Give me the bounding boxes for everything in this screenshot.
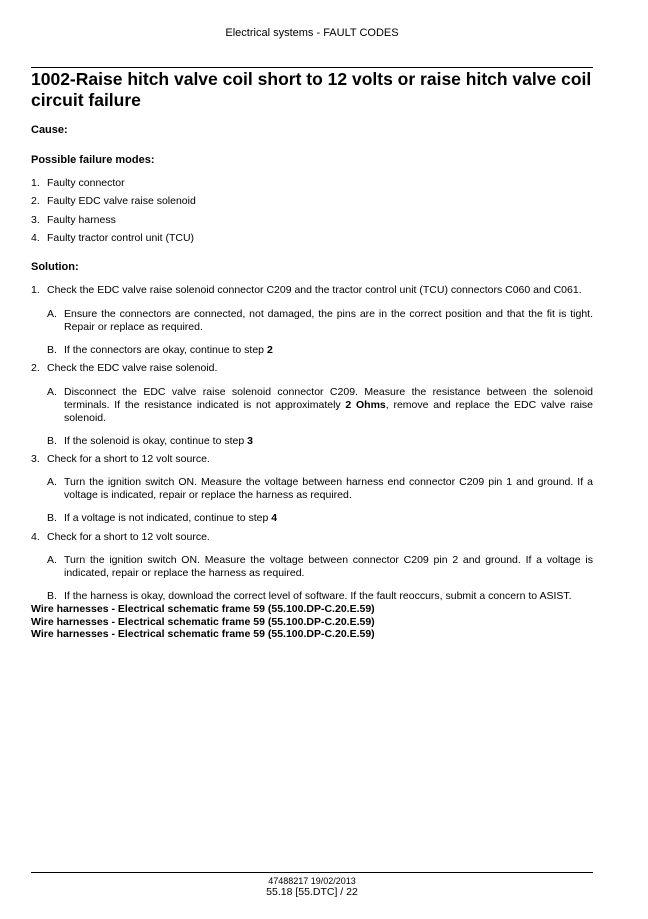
step-reference: 2 [266, 344, 273, 356]
sub-step-letter: B. [47, 590, 57, 602]
failure-modes-heading: Possible failure modes: [31, 154, 155, 166]
step-number: 2. [31, 362, 40, 374]
step-number: 1. [31, 284, 40, 296]
title-divider [31, 67, 593, 68]
sub-step-letter: A. [47, 386, 57, 398]
sub-step-text [64, 386, 593, 425]
list-text: Faulty EDC valve raise solenoid [47, 195, 196, 207]
sub-step-text-part: If a voltage is not indicated, continue to step [64, 512, 272, 524]
step-text: Check for a short to 12 volt source. [47, 453, 210, 465]
step-text: Check the EDC valve raise solenoid connector C209 and the tractor control unit (TCU) connectors C060 and C061. [47, 284, 582, 296]
footer-page-number: 55.18 [55.DTC] / 22 [266, 886, 358, 898]
step-number: 3. [31, 453, 40, 465]
sub-step-text-part: Disconnect the EDC valve raise solenoid connector C209. Measure the resistance between the solenoid terminals. If the resistance indicated is not approximately [64, 386, 593, 411]
list-number: 1. [31, 177, 40, 189]
sub-step-text [64, 344, 593, 357]
list-number: 4. [31, 232, 40, 244]
sub-step-letter: A. [47, 308, 57, 320]
footer-doc-reference: 47488217 19/02/2013 [268, 876, 356, 886]
sub-step-text: Turn the ignition switch ON. Measure the voltage between connector C209 pin 2 and ground. If a voltage is indicated, repair or replace the harness as required. [64, 554, 593, 579]
sub-step-text: If the harness is okay, download the correct level of software. If the fault reoccurs, submit a concern to ASIST. [64, 590, 572, 602]
sub-step-letter: B. [47, 435, 57, 447]
sub-step-text: Ensure the connectors are connected, not damaged, the pins are in the correct position and that the fit is tight. Repair or replace as required. [64, 308, 593, 333]
sub-step-letter: A. [47, 476, 57, 488]
sub-step-letter: B. [47, 512, 57, 524]
resistance-value: 2 Ohms [345, 399, 386, 411]
list-text: Faulty tractor control unit (TCU) [47, 232, 195, 244]
step-reference: 4 [271, 512, 278, 524]
list-text: Faulty connector [47, 177, 125, 189]
sub-step-letter: A. [47, 554, 57, 566]
list-number: 2. [31, 195, 40, 207]
cause-heading: Cause: [31, 124, 68, 136]
solution-heading: Solution: [31, 261, 79, 273]
step-text: Check for a short to 12 volt source. [47, 531, 210, 543]
footer-divider [31, 872, 593, 873]
fault-title: 1002-Raise hitch valve coil short to 12 volts or raise hitch valve coil circuit failure [31, 69, 592, 110]
sub-step-text-part: If the solenoid is okay, continue to step [64, 435, 248, 447]
list-number: 3. [31, 214, 40, 226]
sub-step-text: Turn the ignition switch ON. Measure the voltage between harness end connector C209 pin 1 and ground. If a voltage is indicated, repair or replace the harness as required. [64, 476, 593, 501]
page-header: Electrical systems - FAULT CODES [225, 27, 399, 39]
sub-step-letter: B. [47, 344, 57, 356]
sub-step-text [64, 512, 593, 525]
step-reference: 3 [247, 435, 253, 447]
list-text: Faulty harness [47, 214, 116, 226]
sub-step-text-part: If the connectors are okay, continue to step [64, 344, 267, 356]
reference-link[interactable]: Wire harnesses - Electrical schematic frame 59 (55.100.DP-C.20.E.59) [31, 628, 375, 640]
reference-link[interactable]: Wire harnesses - Electrical schematic frame 59 (55.100.DP-C.20.E.59) [31, 603, 375, 615]
step-text: Check the EDC valve raise solenoid. [47, 362, 218, 374]
sub-step-text [64, 435, 593, 448]
reference-link[interactable]: Wire harnesses - Electrical schematic frame 59 (55.100.DP-C.20.E.59) [31, 616, 375, 628]
step-number: 4. [31, 531, 40, 543]
sub-step-text-part: , remove and replace the EDC valve raise solenoid. [64, 399, 593, 424]
